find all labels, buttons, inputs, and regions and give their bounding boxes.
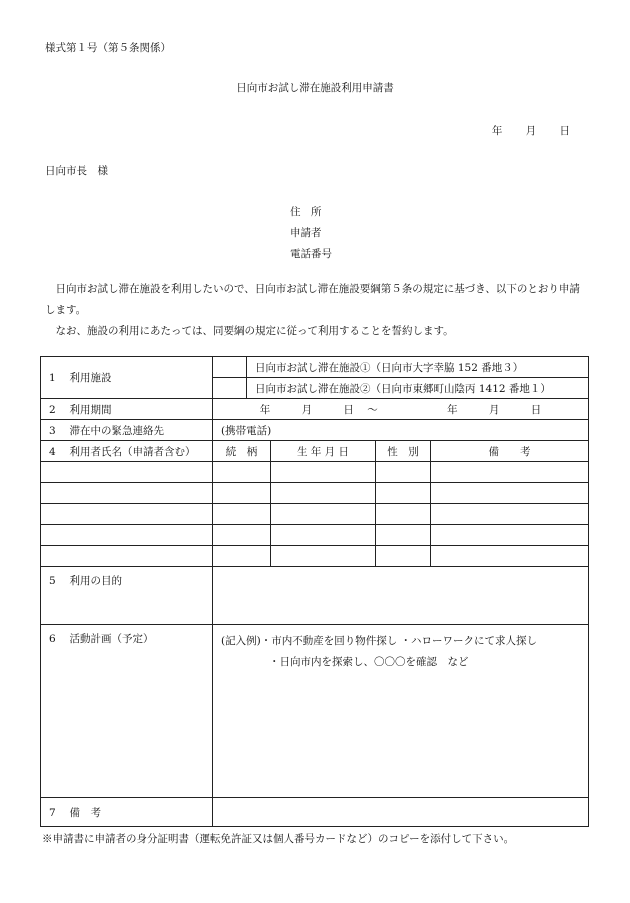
user-relationship-cell[interactable] xyxy=(213,504,271,525)
period-end-year: 年 xyxy=(447,403,458,416)
date-month: 月 xyxy=(525,125,537,137)
applicant-phone-label: 電話番号 xyxy=(290,248,332,260)
user-name-cell[interactable] xyxy=(41,525,213,546)
user-birthdate-cell[interactable] xyxy=(271,504,376,525)
applicant-label: 申請者 xyxy=(290,227,322,239)
emergency-contact-label: 3 滞在中の緊急連絡先 xyxy=(41,420,213,441)
user-sex-cell[interactable] xyxy=(376,483,431,504)
user-sex-cell[interactable] xyxy=(376,504,431,525)
user-relationship-cell[interactable] xyxy=(213,462,271,483)
user-name-cell[interactable] xyxy=(41,546,213,567)
relationship-header: 続 柄 xyxy=(213,441,271,462)
applicant-block xyxy=(290,202,332,265)
user-remarks-cell[interactable] xyxy=(431,546,589,567)
user-birthdate-cell[interactable] xyxy=(271,546,376,567)
document-title: 日向市お試し滞在施設利用申請書 xyxy=(236,82,394,94)
form-number: 様式第１号（第５条関係） xyxy=(45,42,171,54)
user-birthdate-cell[interactable] xyxy=(271,462,376,483)
application-date xyxy=(492,123,570,138)
period-start-month: 月 xyxy=(301,403,313,416)
period-label: 2 利用期間 xyxy=(41,399,213,420)
user-remarks-cell[interactable] xyxy=(431,483,589,504)
period-field[interactable] xyxy=(213,399,589,420)
user-row xyxy=(41,483,589,504)
period-start-day: 日 xyxy=(343,403,354,416)
date-year: 年 xyxy=(491,125,503,137)
request-statement xyxy=(45,279,587,342)
notes-label: 7 備 考 xyxy=(41,798,213,827)
notes-field[interactable] xyxy=(213,798,589,827)
addressee: 日向市長 様 xyxy=(45,165,108,177)
period-start-year: 年 xyxy=(259,403,271,416)
user-row xyxy=(41,462,589,483)
user-remarks-cell[interactable] xyxy=(431,504,589,525)
user-remarks-cell[interactable] xyxy=(431,525,589,546)
user-row xyxy=(41,546,589,567)
purpose-label: 5 利用の目的 xyxy=(41,567,213,625)
birthdate-header: 生 年 月 日 xyxy=(271,441,376,462)
user-relationship-cell[interactable] xyxy=(213,546,271,567)
period-end-day: 日 xyxy=(530,403,542,416)
emergency-contact-field[interactable]: (携帯電話) xyxy=(213,420,589,441)
user-name-cell[interactable] xyxy=(41,504,213,525)
facility-option1-checkbox[interactable] xyxy=(213,357,247,378)
facility-label: 1 利用施設 xyxy=(41,357,213,399)
activity-plan-label: 6 活動計画（予定） xyxy=(41,625,213,798)
user-sex-cell[interactable] xyxy=(376,525,431,546)
pledge-paragraph: なお、施設の利用にあたっては、同要綱の規定に従って利用することを誓約します。 xyxy=(45,325,454,337)
activity-plan-field[interactable] xyxy=(213,625,589,798)
facility-option2-checkbox[interactable] xyxy=(213,378,247,399)
user-birthdate-cell[interactable] xyxy=(271,483,376,504)
user-remarks-cell[interactable] xyxy=(431,462,589,483)
plan-example-line1: (記入例)・市内不動産を回り物件探し ・ハローワークにて求人探し xyxy=(221,635,538,647)
remarks-header: 備 考 xyxy=(431,441,589,462)
user-row xyxy=(41,525,589,546)
user-sex-cell[interactable] xyxy=(376,546,431,567)
date-day: 日 xyxy=(559,125,570,137)
user-relationship-cell[interactable] xyxy=(213,483,271,504)
user-name-cell[interactable] xyxy=(41,462,213,483)
user-birthdate-cell[interactable] xyxy=(271,525,376,546)
user-sex-cell[interactable] xyxy=(376,462,431,483)
request-paragraph: 日向市お試し滞在施設を利用したいので、日向市お試し滞在施設要綱第５条の規定に基づき、以下のとおり申請します。 xyxy=(45,283,580,316)
plan-example-line2: ・日向市内を探索し、〇〇〇を確認 など xyxy=(269,656,469,668)
user-row xyxy=(41,504,589,525)
purpose-field[interactable] xyxy=(213,567,589,625)
facility-option1: 日向市お試し滞在施設①（日向市大字幸脇 152 番地３） xyxy=(247,357,589,378)
footnote: ※申請書に申請者の身分証明書（運転免許証又は個人番号カードなど）のコピーを添付して下さい。 xyxy=(42,833,515,845)
period-tilde: ～ xyxy=(367,403,378,416)
period-end-month: 月 xyxy=(488,403,500,416)
user-name-cell[interactable] xyxy=(41,483,213,504)
facility-option2: 日向市お試し滞在施設②（日向市東郷町山陰丙 1412 番地１） xyxy=(247,378,589,399)
application-table xyxy=(40,356,589,827)
applicant-address-label: 住 所 xyxy=(290,206,322,218)
sex-header: 性 別 xyxy=(376,441,431,462)
user-relationship-cell[interactable] xyxy=(213,525,271,546)
users-label: 4 利用者氏名（申請者含む） xyxy=(41,441,213,462)
